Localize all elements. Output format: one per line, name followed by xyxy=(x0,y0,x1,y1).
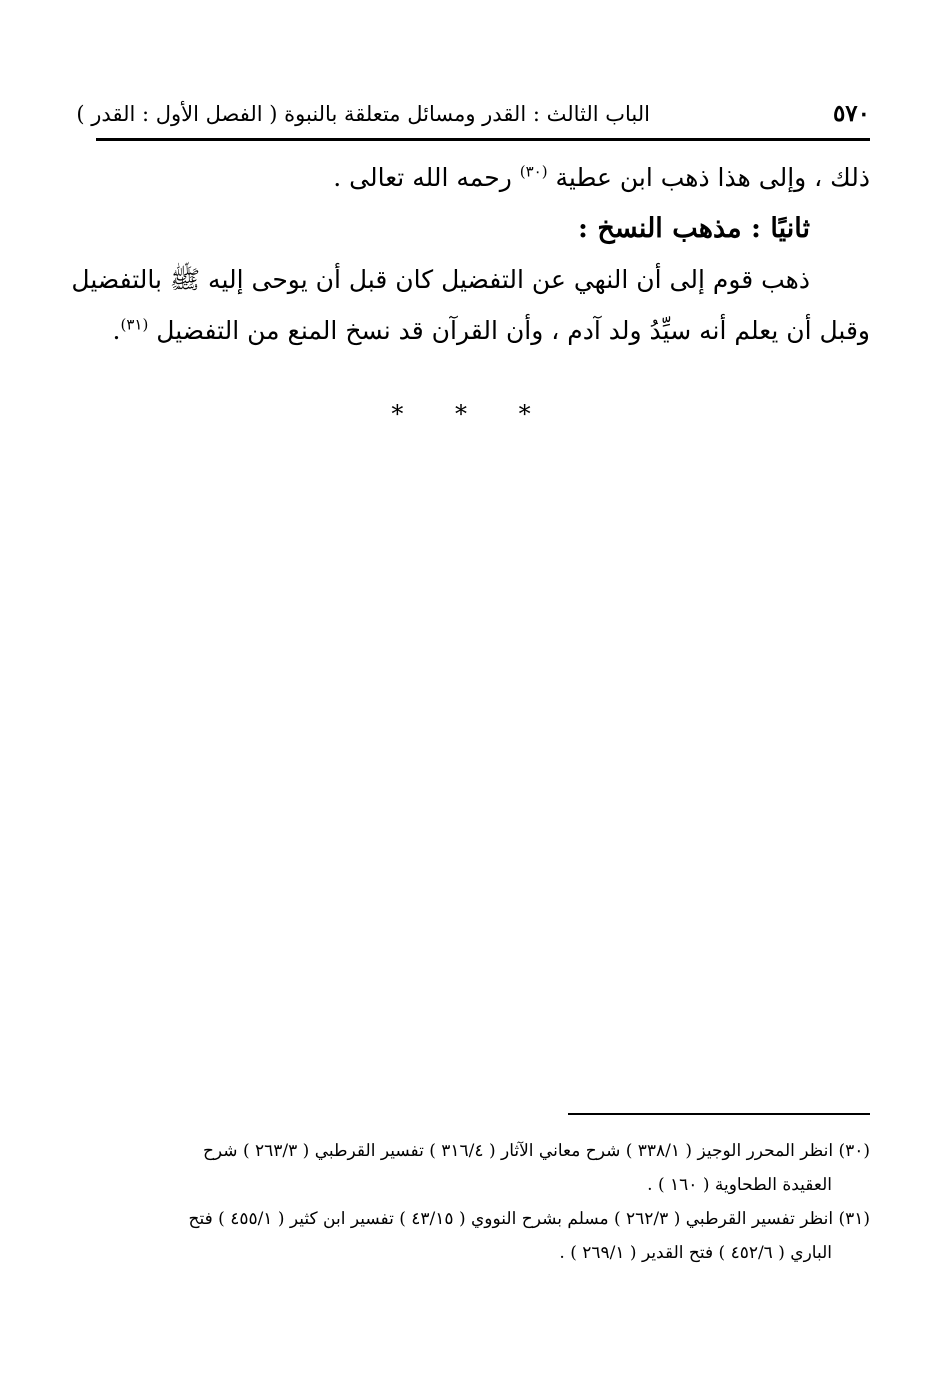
footnote-rule xyxy=(568,1113,870,1115)
footnote-30-line-2: العقيدة الطحاوية ( ١٦٠ ) . xyxy=(647,1175,832,1195)
paragraph-2-line-2-text: وقبل أن يعلم أنه سيِّدُ ولد آدم ، وأن القرآن قد نسخ المنع من التفضيل xyxy=(156,316,870,345)
paragraph-1 xyxy=(96,152,870,203)
section-separator: * * * xyxy=(391,400,553,428)
footnote-ref-30: (٣٠) xyxy=(519,162,548,181)
paragraph-2-line-2 xyxy=(96,305,870,356)
main-text xyxy=(71,152,870,356)
paragraph-2-end: . xyxy=(112,316,121,345)
footnote-31 xyxy=(96,1202,870,1270)
page-number: ٥٧٠ xyxy=(832,100,870,127)
paragraph-2-line-1: ذهب قوم إلى أن النهي عن التفضيل كان قبل أن يوحى إليه ﷺ بالتفضيل xyxy=(71,265,810,294)
footnote-ref-31: (٣١) xyxy=(120,315,149,334)
paragraph-1-tail: رحمه الله تعالى . xyxy=(333,163,512,192)
header-rule xyxy=(96,138,870,141)
running-title: الباب الثالث : القدر ومسائل متعلقة بالنبوة ( الفصل الأول : القدر ) xyxy=(76,102,650,126)
running-header xyxy=(76,96,870,136)
footnote-31-line-1: (٣١) انظر تفسير القرطبي ( ٢٦٢/٣ ) مسلم بشرح النووي ( ٤٣/١٥ ) تفسير ابن كثير ( ٤٥٥/١ ) فتح xyxy=(188,1209,870,1229)
paragraph-1-text: ذلك ، وإلى هذا ذهب ابن عطية xyxy=(555,163,870,192)
footnote-30 xyxy=(96,1134,870,1202)
footnotes xyxy=(96,1134,870,1270)
section-heading: ثانيًا : مذهب النسخ : xyxy=(578,213,810,244)
footnote-30-line-1: (٣٠) انظر المحرر الوجيز ( ٣٣٨/١ ) شرح معاني الآثار ( ٣١٦/٤ ) تفسير القرطبي ( ٢٦٣/٣ ) شرح xyxy=(202,1141,870,1161)
footnote-31-line-2: الباري ( ٤٥٢/٦ ) فتح القدير ( ٢٦٩/١ ) . xyxy=(559,1243,832,1263)
